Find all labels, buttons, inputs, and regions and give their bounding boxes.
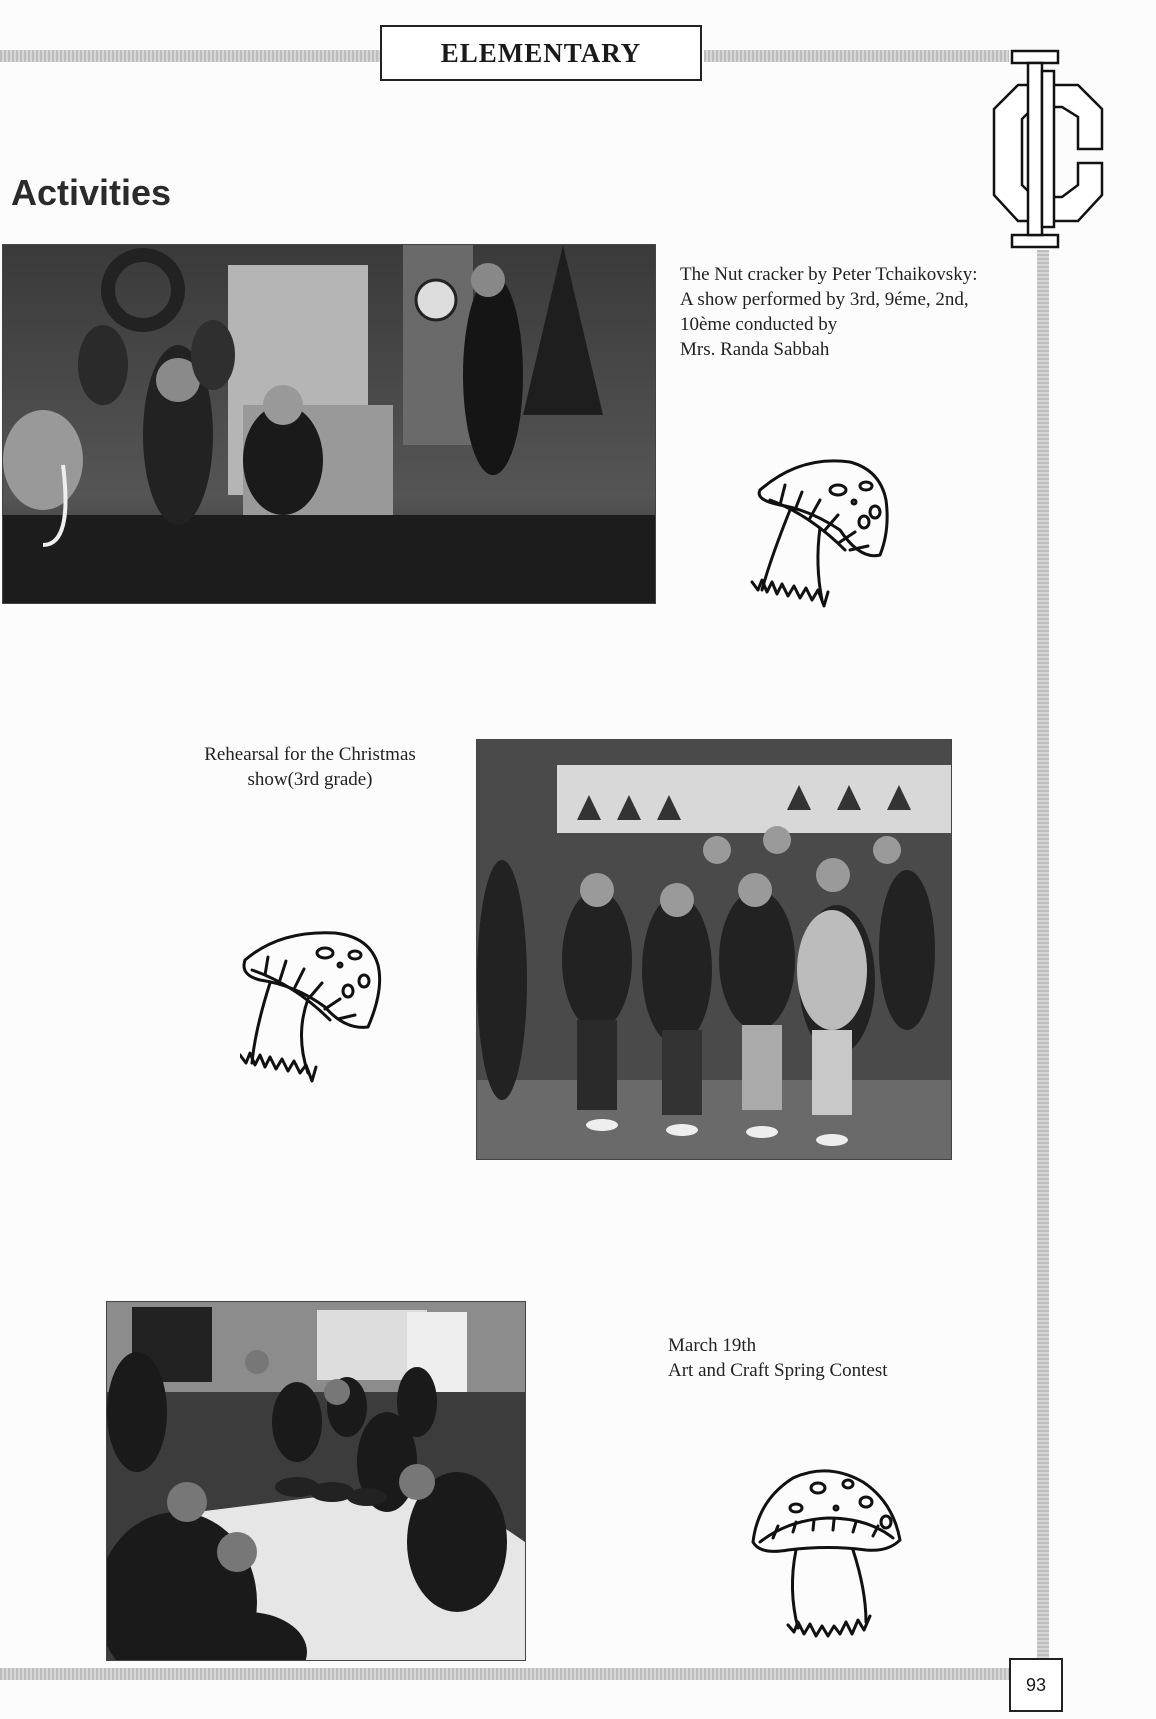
school-monogram-logo [982,45,1106,251]
top-border-rule-left [0,50,380,62]
contest-caption [668,1333,1028,1383]
caption-line: March 19th [668,1335,757,1356]
page-number-box [1009,1658,1063,1712]
caption-line: A show performed by 3rd, 9éme, 2nd, [680,289,969,310]
mushroom-doodle [740,450,890,620]
section-header [380,25,702,81]
caption-line: Mrs. Randa Sabbah [680,339,830,360]
section-label: ELEMENTARY [440,37,642,68]
bottom-border-rule [0,1668,1010,1680]
mushroom-doodle [748,1460,908,1640]
art-craft-contest-photo [106,1301,526,1661]
christmas-rehearsal-photo [476,739,952,1160]
caption-line: Rehearsal for the Christmas [204,744,416,765]
nutcracker-stage-photo [2,244,656,604]
caption-line: 10ème conducted by [680,314,838,335]
page-title: Activities [11,172,172,213]
caption-line: The Nut cracker by Peter Tchaikovsky: [680,264,978,285]
caption-line: show(3rd grade) [247,769,373,790]
top-border-rule-right [704,50,1009,62]
page-number: 93 [1025,1674,1047,1695]
caption-line: Art and Craft Spring Contest [668,1360,888,1381]
rehearsal-caption [160,742,460,792]
right-border-rule [1037,250,1049,1680]
mushroom-doodle [240,925,390,1095]
nutcracker-caption [680,262,1040,362]
